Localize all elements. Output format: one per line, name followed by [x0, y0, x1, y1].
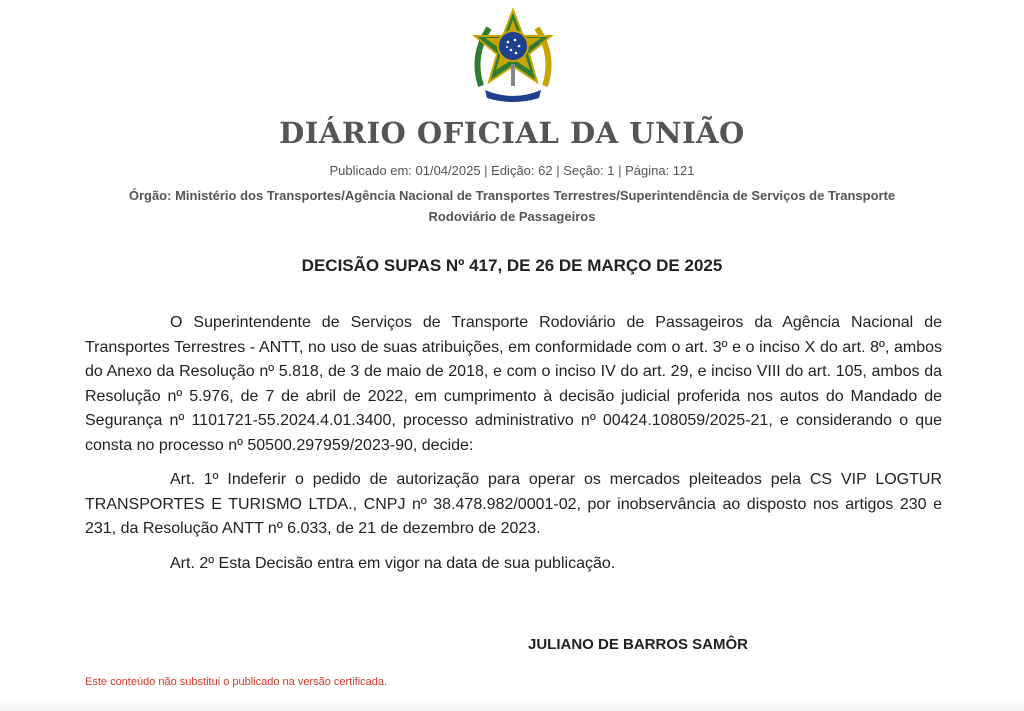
document-body — [85, 311, 942, 586]
decision-title: DECISÃO SUPAS Nº 417, DE 26 DE MARÇO DE 2025 — [301, 256, 723, 275]
bottom-fade — [0, 697, 1024, 711]
paragraph-art-2: Art. 2º Esta Decisão entra em vigor na data de sua publicação. — [170, 554, 616, 572]
brazil-coat-of-arms-icon — [463, 6, 563, 106]
disclaimer-text: Este conteúdo não substitui o publicado na versão certificada. — [85, 676, 388, 688]
orgao-label: Órgão: — [128, 188, 172, 203]
paragraph-preamble: O Superintendente de Serviços de Transporte Rodoviário de Passageiros da Agência Nacional de Transportes Terrestres - ANTT, no uso de suas atribuições, em conformidade com o art. 3º e o inciso X do art. 8º, ambos do Anexo da Resolução nº 5.818, de 3 de maio de 2018, e com o inciso IV do art. 29, e inciso VIII do art. 105, ambos da Resolução nº 5.976, de 7 de abril de 2022, em cumprimento à decisão judicial proferida nos autos do Mandado de Segurança nº 1101721-55.2024.4.01.3400, processo administrativo nº 00424.108059/2025-21, e considerando o que consta no processo nº 50500.297959/2023-90, decide: — [85, 314, 942, 454]
signature: JULIANO DE BARROS SAMÔR — [528, 636, 749, 653]
publication-info: Publicado em: 01/04/2025 | Edição: 62 | Seção: 1 | Página: 121 — [329, 163, 695, 178]
page-title: DIÁRIO OFICIAL DA UNIÃO — [279, 116, 745, 150]
paragraph-art-1: Art. 1º Indeferir o pedido de autorização para operar os mercados pleiteados pela CS VIP LOGTUR TRANSPORTES E TURISMO LTDA., CNPJ nº 38.478.982/0001-02, por inobservância ao disposto nos artigos 230 e 231, da Resolução ANTT nº 6.033, de 21 de dezembro de 2023. — [85, 471, 942, 537]
orgao-value: Ministério dos Transportes/Agência Nacional de Transportes Terrestres/Superintendência de Serviços de Transporte Rodoviário de Passageiros — [175, 188, 896, 224]
orgao-info — [100, 185, 924, 227]
